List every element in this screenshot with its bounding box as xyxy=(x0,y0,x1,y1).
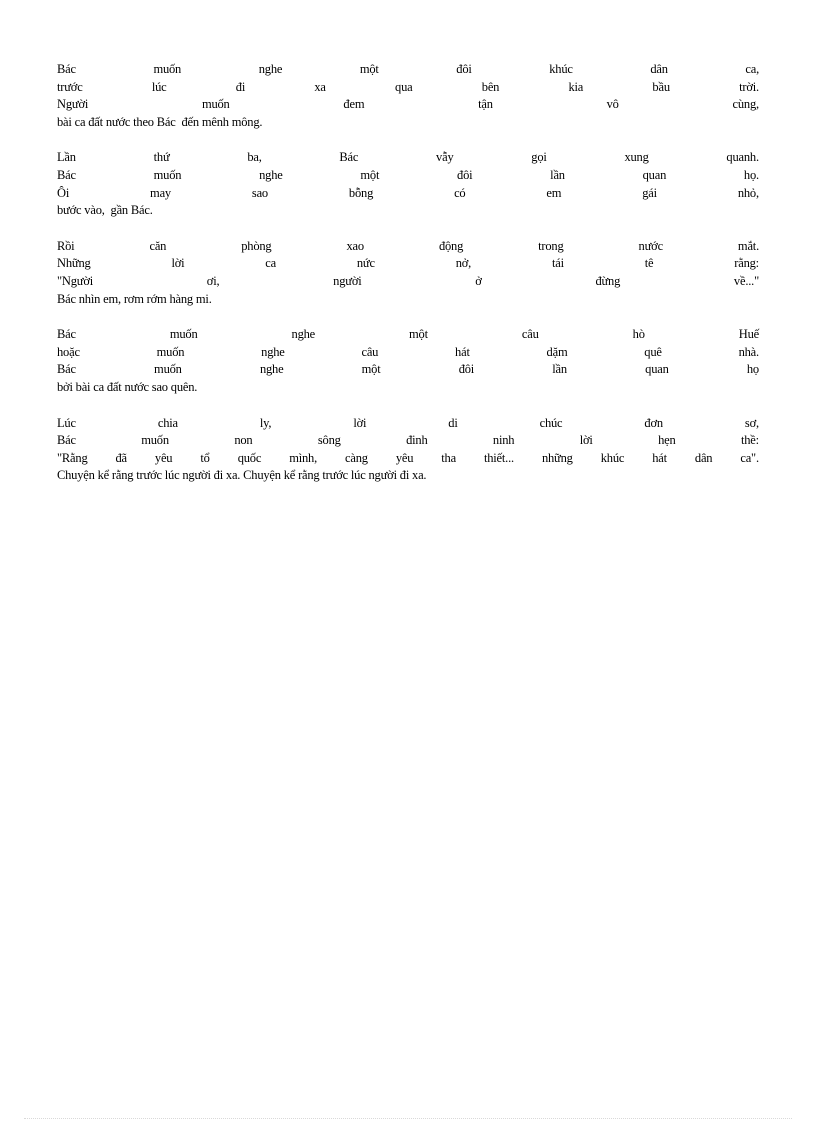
poem-word: đem xyxy=(343,97,365,112)
poem-word: khúc xyxy=(549,62,573,76)
poem-word: ca, xyxy=(745,62,759,76)
poem-word: gái xyxy=(642,185,657,200)
poem-word: Bác xyxy=(57,327,76,342)
poem-line-last: Bác nhìn em, rơm rớm hàng mi. xyxy=(57,291,212,306)
poem-word: muốn xyxy=(153,167,182,182)
stanza-3 xyxy=(57,238,759,308)
poem-word: ơi, xyxy=(206,273,220,288)
poem-word: động xyxy=(438,238,464,253)
poem-word: lời xyxy=(353,415,367,430)
poem-word: Huế xyxy=(738,327,759,342)
poem-word: cùng, xyxy=(732,97,759,112)
poem-line xyxy=(57,415,759,433)
poem-word: nhỏ, xyxy=(737,185,759,200)
poem-word: xung xyxy=(624,150,649,165)
poem-word: những xyxy=(541,450,573,465)
poem-word: rằng: xyxy=(734,256,759,271)
poem-word: đơn xyxy=(644,415,663,430)
poem-word: thứ xyxy=(153,150,170,165)
poem-word: câu xyxy=(361,344,379,359)
poem-word: khúc xyxy=(600,450,625,465)
poem-word: họ. xyxy=(743,167,759,182)
poem-word: Những xyxy=(57,256,91,271)
poem-word: đôi xyxy=(456,62,472,76)
poem-word: muốn xyxy=(169,327,198,342)
poem-line xyxy=(57,61,759,79)
poem-word: nghe xyxy=(259,362,284,377)
poem-word: chia xyxy=(157,415,178,430)
poem-word: mình, xyxy=(289,450,318,465)
stanza-2 xyxy=(57,149,759,219)
poem-line xyxy=(57,149,759,167)
poem-word: đôi xyxy=(458,362,475,377)
poem-word: hò xyxy=(632,327,645,342)
poem-word: vẫy xyxy=(436,150,454,165)
poem-word: non xyxy=(234,433,253,448)
poem-word: trước xyxy=(57,79,83,94)
poem-word: muốn xyxy=(141,433,169,448)
poem-word: ca". xyxy=(740,450,759,465)
stanza-1 xyxy=(57,61,759,131)
poem-word: căn xyxy=(149,238,167,253)
poem-word: chúc xyxy=(539,415,563,430)
poem-word: đi xyxy=(235,79,246,94)
poem-word: quanh. xyxy=(726,150,759,165)
poem-word: nhà. xyxy=(738,344,759,359)
poem-word: tổ xyxy=(200,450,210,465)
poem-word: hẹn xyxy=(658,433,676,448)
poem-line xyxy=(57,450,759,468)
poem-word: Người xyxy=(57,97,89,112)
poem-word: họ xyxy=(746,362,759,377)
poem-word: yêu xyxy=(395,450,414,465)
poem-word: đôi xyxy=(457,167,473,182)
poem-word: ở xyxy=(475,273,482,288)
poem-line-last: Chuyện kể rằng trước lúc người đi xa. Chuyện kể rằng trước lúc người đi xa. xyxy=(57,468,427,483)
poem-word: thề: xyxy=(740,433,759,448)
poem-word: Lúc xyxy=(57,415,76,430)
poem-word: có xyxy=(454,185,466,200)
poem-word: Lần xyxy=(57,150,76,165)
poem-word: xao xyxy=(346,238,364,253)
poem-word: nghe xyxy=(261,344,285,359)
poem-line xyxy=(57,273,759,291)
poem-line xyxy=(57,185,759,203)
poem-word: xa xyxy=(314,79,326,94)
poem-word: Bác xyxy=(57,62,76,76)
poem-word: lời xyxy=(579,433,593,448)
poem-word: càng xyxy=(345,450,368,465)
poem-line xyxy=(57,79,759,97)
poem-word: nghe xyxy=(291,327,316,342)
poem-word: thiết... xyxy=(483,450,514,465)
poem-word: muốn xyxy=(153,62,182,76)
poem-line xyxy=(57,432,759,450)
poem-word: một xyxy=(361,362,381,377)
poem-word: đinh xyxy=(406,433,428,448)
poem-word: đã xyxy=(115,450,127,465)
poem-word: "Người xyxy=(57,273,94,288)
poem-line xyxy=(57,167,759,185)
poem-word: về..." xyxy=(733,273,759,288)
poem-word: một xyxy=(409,327,428,342)
poem-word: tái xyxy=(551,256,564,271)
poem-line-last: bài ca đất nước theo Bác đến mênh mông. xyxy=(57,114,263,129)
poem-word: Bác xyxy=(57,433,76,448)
poem-word: Bác xyxy=(57,167,76,182)
poem-word: tha xyxy=(441,450,456,465)
poem-word: quê xyxy=(644,344,662,359)
poem-line-last: bởi bài ca đất nước sao quên. xyxy=(57,379,198,394)
poem-word: yêu xyxy=(154,450,173,465)
poem-word: muốn xyxy=(156,344,185,359)
poem-word: hoặc xyxy=(57,344,80,359)
poem-word: nghe xyxy=(259,167,283,182)
poem-word: qua xyxy=(395,79,413,94)
poem-word: sông xyxy=(317,433,341,448)
poem-word: hát xyxy=(455,344,470,359)
poem-word: quốc xyxy=(237,450,262,465)
poem-word: vô xyxy=(606,97,619,112)
poem-word: hát xyxy=(652,450,667,465)
poem-word: bỗng xyxy=(348,185,374,200)
poem-word: Rồi xyxy=(57,238,75,253)
poem-word: gọi xyxy=(531,150,547,165)
poem-word: "Rằng xyxy=(57,450,88,465)
poem-word: muốn xyxy=(154,362,182,377)
poem-word: nghe xyxy=(258,62,283,76)
poem-word: ba, xyxy=(247,150,262,165)
poem-word: câu xyxy=(521,327,539,342)
poem-line xyxy=(57,238,759,256)
poem-word: nước xyxy=(638,238,663,253)
poem-body xyxy=(57,61,759,503)
poem-word: di xyxy=(448,415,458,430)
poem-word: lần xyxy=(550,167,565,182)
poem-word: dân xyxy=(650,62,668,76)
page-bottom-rule xyxy=(24,1118,792,1119)
poem-line xyxy=(57,361,759,379)
poem-word: ninh xyxy=(492,433,515,448)
poem-word: nở, xyxy=(455,256,472,271)
poem-word: dân xyxy=(694,450,713,465)
stanza-4 xyxy=(57,326,759,396)
poem-word: lời xyxy=(171,256,185,271)
poem-line xyxy=(57,96,759,114)
poem-word: tê xyxy=(644,256,654,271)
poem-word: Bác xyxy=(339,150,359,165)
poem-word: may xyxy=(150,185,171,200)
poem-word: đừng xyxy=(595,273,621,288)
poem-word: Bác xyxy=(57,362,76,377)
poem-word: lúc xyxy=(151,79,167,94)
poem-word: trời. xyxy=(739,79,759,94)
poem-line xyxy=(57,326,759,344)
poem-word: người xyxy=(333,273,362,288)
poem-word: Ôi xyxy=(57,185,70,200)
poem-word: dặm xyxy=(546,344,568,359)
poem-word: sơ, xyxy=(744,415,759,430)
poem-word: kia xyxy=(568,79,584,94)
poem-word: trong xyxy=(538,238,564,253)
poem-word: tận xyxy=(478,97,493,112)
poem-word: phòng xyxy=(241,238,272,253)
poem-word: muốn xyxy=(201,97,230,112)
poem-word: bên xyxy=(481,79,500,94)
poem-word: sao xyxy=(251,185,268,200)
poem-word: bầu xyxy=(652,79,670,94)
poem-word: quan xyxy=(642,167,667,182)
poem-word: mắt. xyxy=(737,238,759,253)
poem-word: một xyxy=(360,167,380,182)
poem-line xyxy=(57,344,759,362)
poem-word: một xyxy=(359,62,379,76)
poem-line-last: bước vào, gần Bác. xyxy=(57,203,153,218)
poem-line xyxy=(57,255,759,273)
poem-word: nức xyxy=(356,256,375,271)
poem-word: ly, xyxy=(259,415,272,430)
poem-word: quan xyxy=(645,362,669,377)
stanza-5 xyxy=(57,415,759,485)
poem-word: ca xyxy=(265,256,276,271)
poem-word: lần xyxy=(552,362,567,377)
poem-word: em xyxy=(546,185,562,200)
